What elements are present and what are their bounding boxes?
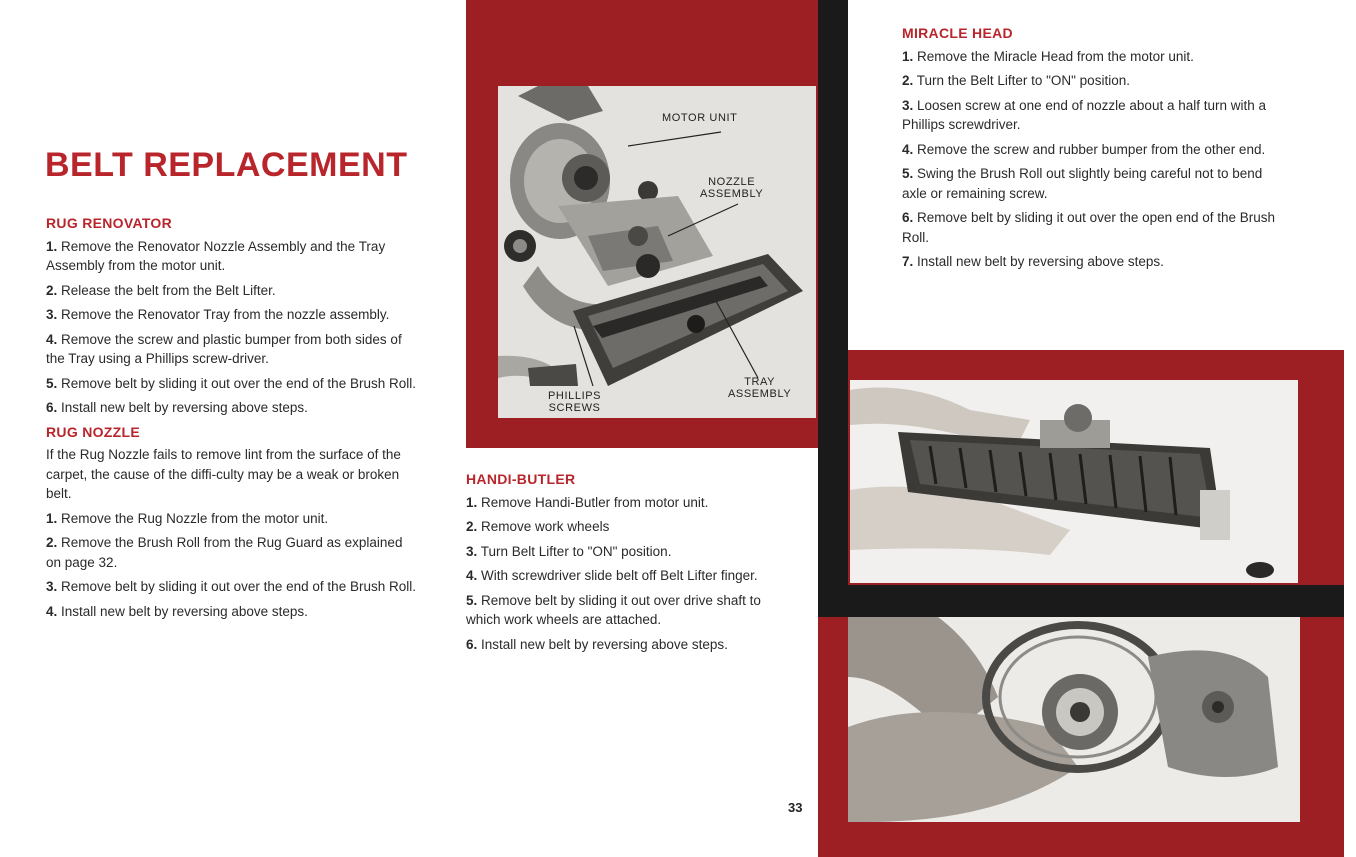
list-item — [46, 374, 418, 394]
section-heading-rug-nozzle: RUG NOZZLE — [46, 423, 140, 440]
list-item — [46, 577, 418, 597]
list-item — [466, 517, 786, 537]
handi-butler-photo — [848, 617, 1300, 822]
step-text: Install new belt by reversing above steps. — [61, 400, 308, 415]
list-item — [46, 533, 418, 572]
list-item — [902, 71, 1277, 91]
list-item — [46, 237, 418, 276]
label-motor-unit — [662, 112, 737, 124]
step-text: Turn the Belt Lifter to "ON" position. — [916, 73, 1130, 88]
list-item — [46, 602, 418, 622]
intro-paragraph: If the Rug Nozzle fails to remove lint from the surface of the carpet, the cause of the diffi-culty may be a weak or broken belt. — [46, 447, 401, 501]
step-number: 1. — [466, 494, 478, 510]
step-number: 2. — [46, 535, 58, 550]
list-item — [902, 252, 1277, 272]
list-item — [466, 591, 786, 630]
step-number: 4. — [46, 603, 58, 619]
list-item — [46, 281, 418, 301]
step-number: 7. — [902, 254, 914, 269]
list-item — [466, 493, 786, 513]
list-item — [902, 164, 1277, 203]
step-number: 5. — [46, 375, 58, 391]
step-number: 2. — [466, 519, 478, 534]
brush-roll-illustration — [850, 380, 1298, 583]
list-item — [46, 330, 418, 369]
step-text: Remove belt by sliding it out over drive shaft to which work wheels are attached. — [466, 592, 761, 627]
left-column — [46, 214, 418, 626]
step-number: 4. — [902, 141, 914, 157]
step-text: Loosen screw at one end of nozzle about a half turn with a Phillips screwdriver. — [902, 97, 1267, 132]
page-number: 33 — [788, 800, 803, 815]
brush-roll-photo — [850, 380, 1298, 583]
step-text: Remove belt by sliding it out over the open end of the Brush Roll. — [902, 210, 1275, 245]
step-number: 6. — [46, 400, 58, 415]
vacuum-illustration — [498, 86, 816, 418]
step-text: Install new belt by reversing above steps. — [481, 636, 728, 652]
step-number: 2. — [902, 73, 914, 88]
label-text: PHILLIPS — [548, 390, 602, 402]
list-item — [46, 509, 418, 529]
label-phillips-screws — [548, 390, 601, 414]
right-column — [902, 24, 1277, 277]
step-text: Release the belt from the Belt Lifter. — [61, 282, 276, 298]
step-text: With screwdriver slide belt off Belt Lifter finger. — [481, 568, 758, 583]
step-number: 3. — [902, 97, 914, 113]
step-text: Remove work wheels — [481, 519, 610, 534]
step-text: Turn Belt Lifter to "ON" position. — [480, 543, 672, 559]
step-number: 3. — [46, 307, 58, 322]
step-text: Install new belt by reversing above steps. — [917, 254, 1164, 269]
step-number: 1. — [46, 238, 58, 254]
step-text: Remove the Miracle Head from the motor unit. — [917, 48, 1194, 64]
black-band-right — [818, 585, 1344, 617]
list-item — [902, 47, 1277, 67]
step-text: Remove the screw and rubber bumper from the other end. — [917, 141, 1266, 157]
list-item — [466, 635, 786, 655]
list-item — [902, 140, 1277, 160]
section-heading-rug-renovator: RUG RENOVATOR — [46, 215, 173, 231]
step-number: 5. — [902, 166, 914, 181]
step-number: 4. — [46, 331, 58, 347]
list-item — [46, 398, 418, 418]
step-number: 1. — [46, 510, 58, 526]
step-number: 1. — [902, 48, 914, 64]
step-text: Install new belt by reversing above steps. — [61, 603, 308, 619]
label-text: NOZZLE — [708, 176, 756, 188]
step-text: Remove belt by sliding it out over the end of the Brush Roll. — [61, 579, 416, 594]
list-item — [902, 96, 1277, 135]
step-number: 6. — [902, 210, 914, 225]
list-item — [902, 208, 1277, 247]
list-item — [466, 566, 786, 586]
section-heading-handi-butler: HANDI-BUTLER — [466, 471, 576, 487]
label-text: MOTOR UNIT — [662, 112, 738, 124]
step-text: Swing the Brush Roll out slightly being careful not to bend axle or remaining screw. — [902, 166, 1263, 201]
label-tray-assembly — [728, 376, 791, 400]
handi-butler-illustration — [848, 617, 1300, 822]
vacuum-diagram-photo — [498, 86, 816, 418]
label-text: SCREWS — [548, 402, 601, 414]
middle-column — [466, 470, 786, 659]
black-divider-bar — [818, 0, 848, 617]
step-text: Remove the Brush Roll from the Rug Guard as explained on page 32. — [46, 535, 403, 570]
page-title: BELT REPLACEMENT — [45, 146, 408, 184]
step-number: 4. — [466, 568, 478, 583]
label-nozzle-assembly — [700, 176, 763, 200]
step-number: 3. — [466, 543, 478, 559]
step-number: 6. — [466, 636, 478, 652]
label-text: ASSEMBLY — [700, 188, 764, 200]
step-text: Remove the Rug Nozzle from the motor unit. — [61, 510, 329, 526]
step-text: Remove the Renovator Nozzle Assembly and the Tray Assembly from the motor unit. — [46, 238, 386, 273]
list-item — [46, 305, 418, 325]
step-text: Remove the screw and plastic bumper from both sides of the Tray using a Phillips screw-driver. — [46, 331, 402, 366]
step-text: Remove the Renovator Tray from the nozzle assembly. — [61, 307, 390, 322]
step-text: Remove Handi-Butler from motor unit. — [481, 494, 709, 510]
label-text: ASSEMBLY — [728, 388, 792, 400]
step-number: 3. — [46, 579, 58, 594]
section-heading-miracle-head: MIRACLE HEAD — [902, 25, 1013, 41]
list-item — [466, 542, 786, 562]
label-text: TRAY — [744, 376, 776, 388]
step-text: Remove belt by sliding it out over the end of the Brush Roll. — [61, 375, 416, 391]
step-number: 5. — [466, 592, 478, 608]
step-number: 2. — [46, 282, 58, 298]
